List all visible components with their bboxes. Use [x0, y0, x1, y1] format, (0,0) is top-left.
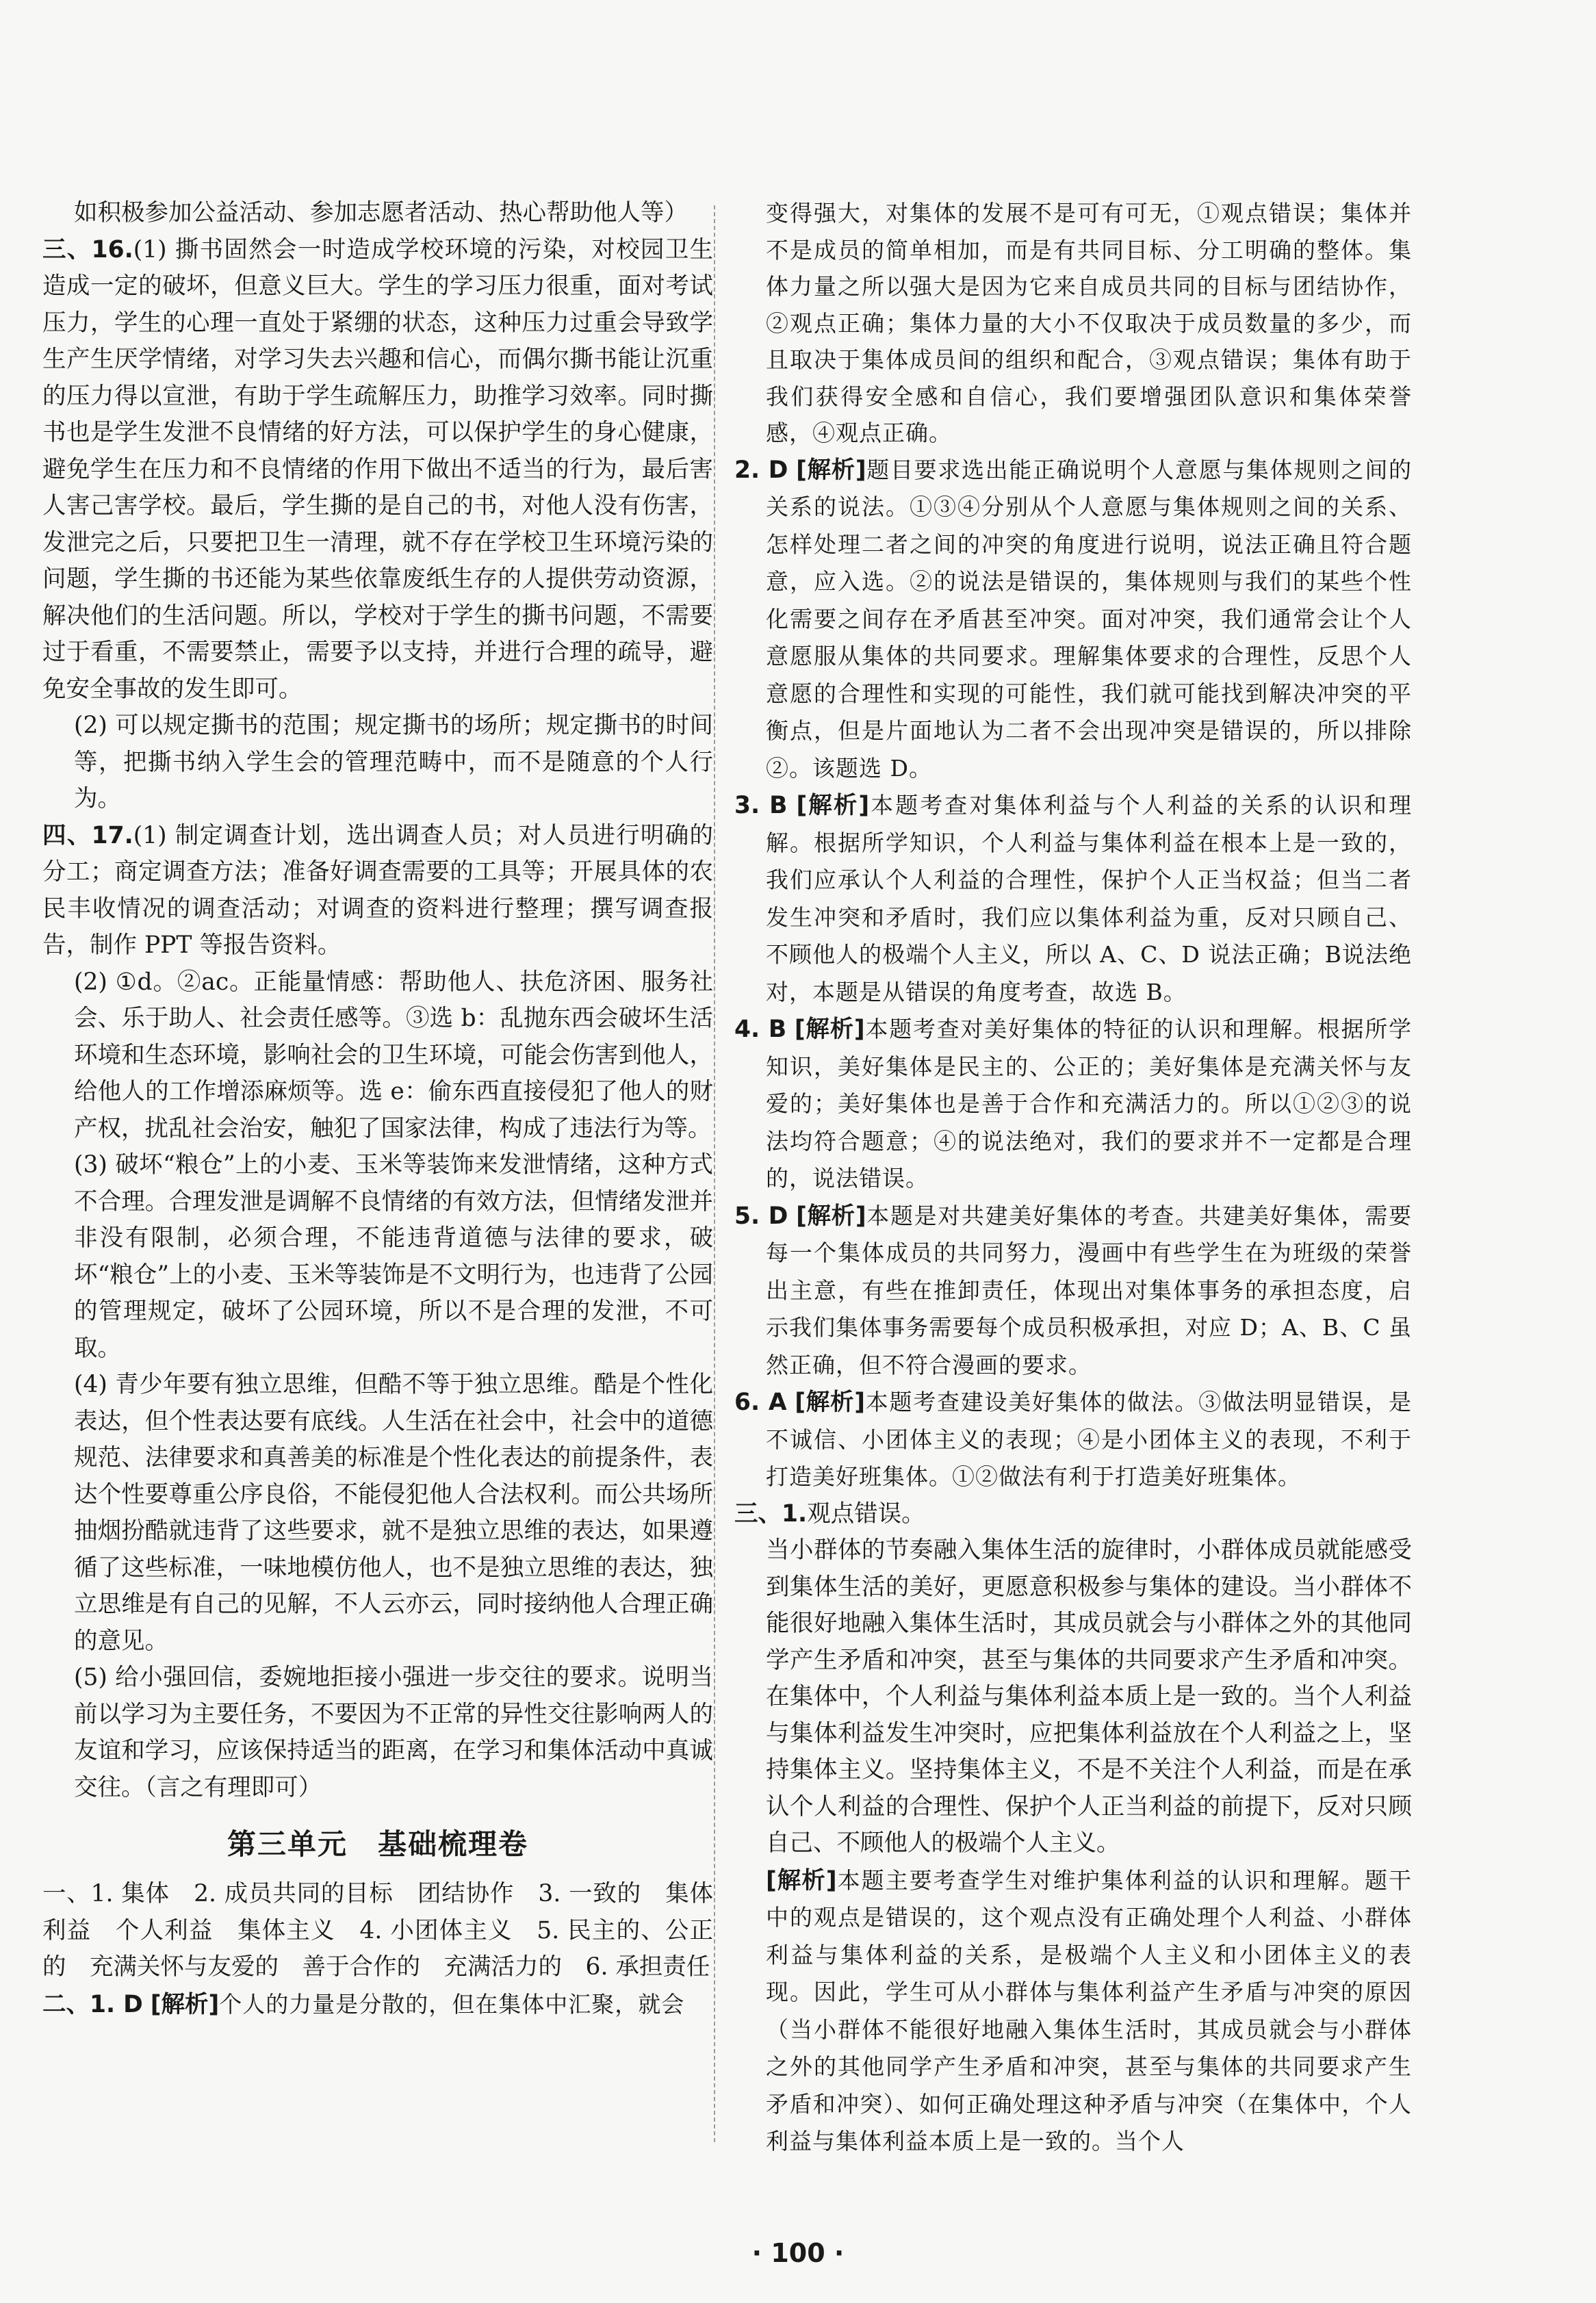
question-number: 2. D [734, 456, 788, 484]
question-number: 5. D [734, 1202, 788, 1230]
question-number: 6. A [734, 1389, 787, 1416]
answer-17-part5: (5) 给小强回信，委婉地拒接小强进一步交往的要求。说明当前以学习为主要任务，不要因为不正常的异性交往影响两人的友谊和学习，应该保持适当的距离，在学习和集体活动中真诚交往。（言之有理即可） [74, 1664, 713, 1801]
left-column [42, 195, 713, 2023]
answer-17-part3: (3) 破坏“粮仓”上的小麦、玉米等装饰来发泄情绪，这种方式不合理。合理发泄是调解不良情绪的有效方法，但情绪发泄并非没有限制，必须合理，不能违背道德与法律的要求，破坏“粮仓”上的小麦、玉米等装饰是不文明行为，也违背了公园的管理规定，破坏了公园环境，所以不是合理的发泄，不可取。 [74, 1151, 713, 1362]
analysis-tag: [解析] [795, 1389, 866, 1416]
fill-in-answers: 一、1. 集体 2. 成员共同的目标 团结协作 3. 一致的 集体利益 个人利益 集体主义 4. 小团体主义 5. 民主的、公正的 充满关怀与友爱的 善于合作的 充满活力的 6. 承担责任 [42, 1880, 713, 1981]
analysis-text: 本题考查对集体利益与个人利益的关系的认识和理解。根据所学知识，个人利益与集体利益在根本上是一致的，我们应承认个人利益的合理性，保护个人正当权益；但当二者发生冲突和矛盾时，我们应以集体利益为重，反对只顾自己、不顾他人的极端个人主义，所以 A、C、D 说法正确；B说法绝对，本题是从错误的角度考查，故选 B。 [766, 792, 1413, 1005]
analysis-continued: 变得强大，对集体的发展不是可有可无，①观点错误；集体并不是成员的简单相加，而是有共同目标、分工明确的整体。集体力量之所以强大是因为它来自成员共同的目标与团结协作，②观点正确；集体力量的大小不仅取决于成员数量的多少，而且取决于集体成员间的组织和配合，③观点错误；集体有助于我们获得安全感和自信心，我们要增强团队意识和集体荣誉感，④观点正确。 [766, 200, 1412, 446]
answer-text: (1) 制定调查计划，选出调查人员；对人员进行明确的分工；商定调查方法；准备好调查需要的工具等；开展具体的农民丰收情况的调查活动；对调查的资料进行整理；撰写调查报告，制作 PPT 等报告资料。 [42, 821, 713, 959]
analysis-tag: [解析] [150, 1990, 220, 2018]
analysis-text: 本题主要考查学生对维护集体利益的认识和理解。题干中的观点是错误的，这个观点没有正确处理个人利益、小群体利益与集体利益的关系，是极端个人主义和小团体主义的表现。因此，学生可从小群体与集体利益产生矛盾与冲突的原因（当小群体不能很好地融入集体生活时，其成员就会与小群体之外的其他同学产生矛盾和冲突，甚至与集体的共同要求产生矛盾和冲突）、如何正确处理这种矛盾与冲突（在集体中，个人利益与集体利益本质上是一致的。当个人 [766, 1866, 1412, 2154]
choice-answer-2 [734, 452, 1412, 788]
answer-16-part1 [42, 232, 713, 708]
analysis-text: 本题考查建设美好集体的做法。③做法明显错误，是不诚信、小团体主义的表现；④是小团体主义的表现，不利于打造美好班集体。①②做法有利于打造美好班集体。 [766, 1389, 1412, 1490]
page-number: · 100 · [751, 2238, 845, 2268]
opinion-analysis [734, 1862, 1412, 2161]
question-number: 3. B [734, 792, 788, 819]
choice-answer-4 [734, 1011, 1412, 1198]
analysis-text: 个人的力量是分散的，但在集体中汇聚，就会 [219, 1990, 685, 2018]
analysis-tag: [解析] [796, 792, 870, 819]
question-number: 三、16. [42, 235, 133, 263]
answer-17-part4: (4) 青少年要有独立思维，但酷不等于独立思维。酷是个性化表达，但个性表达要有底线。人生活在社会中，社会中的道德规范、法律要求和真善美的标准是个性化表达的前提条件，表达个性要尊重公序良俗，不能侵犯他人合法权利。而公共场所抽烟扮酷就违背了这些要求，就不是独立思维的表达，如果遵循了这些标准，一味地模仿他人，也不是独立思维的表达，独立思维是有自己的见解，不人云亦云，同时接纳他人合理正确的意见。 [74, 1371, 713, 1655]
answer-17-part2: (2) ①d。②ac。正能量情感：帮助他人、扶危济困、服务社会、乐于助人、社会责任感等。③选 b：乱抛东西会破坏生活环境和生态环境，影响社会的卫生环境，可能会伤害到他人，给他人的工作增添麻烦等。选 e：偷东西直接侵犯了他人的财产权，扰乱社会治安，触犯了国家法律，构成了违法行为等。 [74, 968, 713, 1142]
analysis-text: 题目要求选出能正确说明个人意愿与集体规则之间的关系的说法。①③④分别从个人意愿与集体规则之间的关系、怎样处理二者之间的冲突的角度进行说明，说法正确且符合题意，应入选。②的说法是错误的，集体规则与我们的某些个性化需要之间存在矛盾甚至冲突。面对冲突，我们通常会让个人意愿服从集体的共同要求。理解集体要求的合理性，反思个人意愿的合理性和实现的可能性，我们就可能找到解决冲突的平衡点，但是片面地认为二者不会出现冲突是错误的，所以排除②。该题选 D。 [766, 456, 1413, 782]
analysis-text: 本题是对共建美好集体的考查。共建美好集体，需要每一个集体成员的共同努力，漫画中有些学生在为班级的荣誉出主意，有些在推卸责任，体现出对集体事务的承担态度，启示我们集体事务需要每个成员积极承担，对应 D；A、B、C 虽然正确，但不符合漫画的要求。 [766, 1202, 1413, 1378]
choice-answer-6 [734, 1384, 1412, 1496]
answer-16-part2: (2) 可以规定撕书的范围；规定撕书的场所；规定撕书的时间等，把撕书纳入学生会的管理范畴中，而不是随意的个人行为。 [74, 712, 713, 812]
answer-17-part1 [42, 818, 713, 964]
right-column [734, 195, 1412, 2161]
analysis-tag: [解析] [766, 1866, 837, 1894]
question-number: 四、17. [42, 821, 133, 849]
opinion-answer-body: 当小群体的节奏融入集体生活的旋律时，小群体成员就能感受到集体生活的美好，更愿意积极参与集体的建设。当小群体不能很好地融入集体生活时，其成员就会与小群体之外的其他同学产生矛盾和冲突，甚至与集体的共同要求产生矛盾和冲突。在集体中，个人利益与集体利益本质上是一致的。当个人利益与集体利益发生冲突时，应把集体利益放在个人利益之上，坚持集体主义。坚持集体主义，不是不关注个人利益，而是在承认个人利益的合理性、保护个人正当利益的前提下，反对只顾自己、不顾他人的极端个人主义。 [766, 1536, 1412, 1857]
analysis-tag: [解析] [796, 456, 866, 484]
opinion-answer-1 [734, 1496, 1412, 1533]
column-divider [714, 205, 715, 2142]
choice-answer-5 [734, 1198, 1412, 1385]
analysis-text: 本题考查对美好集体的特征的认识和理解。根据所学知识，美好集体是民主的、公正的；美好集体是充满关怀与友爱的；美好集体也是善于合作和充满活力的。所以①②③的说法均符合题意；④的说法绝对，我们的要求并不一定都是合理的，说法错误。 [766, 1016, 1413, 1192]
question-number: 三、1. [734, 1500, 808, 1528]
section-title: 第三单元 基础梳理卷 [227, 1827, 528, 1861]
choice-answer-1 [42, 1986, 713, 2024]
answer-text: 观点错误。 [807, 1500, 925, 1528]
analysis-tag: [解析] [796, 1202, 866, 1230]
answer-text: (1) 撕书固然会一时造成学校环境的污染，对校园卫生造成一定的破坏，但意义巨大。学生的学习压力很重，面对考试压力，学生的心理一直处于紧绷的状态，这种压力过重会导致学生产生厌学情绪，对学习失去兴趣和信心，而偶尔撕书能让沉重的压力得以宣泄，有助于学生疏解压力，助推学习效率。同时撕书也是学生发泄不良情绪的好方法，可以保护学生的身心健康，避免学生在压力和不良情绪的作用下做出不适当的行为，最后害人害己害学校。最后，学生撕的是自己的书，对他人没有伤害，发泄完之后，只要把卫生一清理，就不存在学校卫生环境污染的问题，学生撕的书还能为某些依靠废纸生存的人提供劳动资源，解决他们的生活问题。所以，学校对于学生的撕书问题，不需要过于看重，不需要禁止，需要予以支持，并进行合理的疏导，避免安全事故的发生即可。 [42, 235, 713, 703]
question-number: 4. B [734, 1016, 787, 1043]
choice-answer-3 [734, 787, 1412, 1011]
answer-paragraph: 如积极参加公益活动、参加志愿者活动、热心帮助他人等） [74, 199, 688, 227]
analysis-tag: [解析] [794, 1016, 865, 1043]
question-number: 二、1. D [42, 1990, 143, 2018]
